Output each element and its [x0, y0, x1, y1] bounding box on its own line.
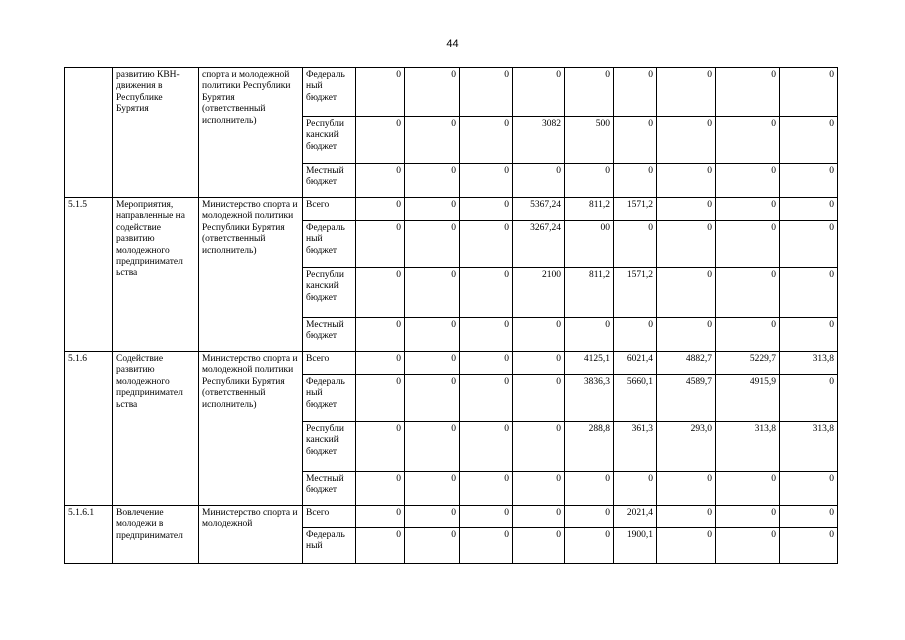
- funding-source: Местный бюджет: [303, 164, 356, 198]
- amount-cell: 0: [356, 68, 405, 117]
- amount-cell: 0: [460, 117, 513, 164]
- amount-cell: 0: [614, 472, 657, 506]
- amount-cell: 0: [513, 164, 565, 198]
- amount-cell: 00: [565, 221, 614, 268]
- amount-cell: 3267,24: [513, 221, 565, 268]
- amount-cell: 0: [716, 528, 780, 564]
- funding-source: Федераль ный бюджет: [303, 68, 356, 117]
- funding-source: Федераль ный: [303, 528, 356, 564]
- amount-cell: 811,2: [565, 198, 614, 221]
- item-name: Содействие развитию молодежного предпринимател ьства: [113, 352, 199, 506]
- amount-cell: 0: [460, 164, 513, 198]
- amount-cell: 0: [565, 318, 614, 352]
- amount-cell: 0: [460, 506, 513, 528]
- amount-cell: 0: [614, 164, 657, 198]
- item-name: развитию КВН-движения в Республике Бурятия: [113, 68, 199, 198]
- amount-cell: 0: [657, 318, 716, 352]
- item-number: [65, 68, 113, 198]
- amount-cell: 313,8: [716, 422, 780, 472]
- amount-cell: 0: [565, 528, 614, 564]
- amount-cell: 0: [513, 318, 565, 352]
- funding-source: Всего: [303, 198, 356, 221]
- amount-cell: 500: [565, 117, 614, 164]
- amount-cell: 0: [405, 268, 460, 318]
- amount-cell: 0: [460, 352, 513, 375]
- amount-cell: 0: [657, 528, 716, 564]
- amount-cell: 0: [780, 472, 838, 506]
- amount-cell: 0: [614, 221, 657, 268]
- amount-cell: 0: [405, 318, 460, 352]
- amount-cell: 0: [405, 528, 460, 564]
- funding-source: Местный бюджет: [303, 472, 356, 506]
- amount-cell: 0: [513, 422, 565, 472]
- amount-cell: 0: [460, 422, 513, 472]
- item-executor: Министерство спорта и молодежной политики Республики Бурятия (ответственный исполнитель): [199, 352, 303, 506]
- amount-cell: 0: [405, 375, 460, 422]
- amount-cell: 0: [657, 268, 716, 318]
- amount-cell: 0: [356, 164, 405, 198]
- amount-cell: 0: [460, 198, 513, 221]
- amount-cell: 0: [356, 422, 405, 472]
- amount-cell: 0: [716, 506, 780, 528]
- amount-cell: 0: [780, 506, 838, 528]
- table-row: [65, 68, 838, 117]
- amount-cell: 0: [405, 198, 460, 221]
- item-executor: спорта и молодежной политики Республики Бурятия (ответственный исполнитель): [199, 68, 303, 198]
- amount-cell: 0: [356, 528, 405, 564]
- amount-cell: 5367,24: [513, 198, 565, 221]
- amount-cell: 0: [780, 117, 838, 164]
- amount-cell: 3082: [513, 117, 565, 164]
- budget-table: [64, 67, 838, 564]
- amount-cell: 0: [657, 506, 716, 528]
- amount-cell: 0: [513, 528, 565, 564]
- item-executor: Министерство спорта и молодежной: [199, 506, 303, 564]
- amount-cell: 1900,1: [614, 528, 657, 564]
- amount-cell: 0: [356, 506, 405, 528]
- item-number: 5.1.6.1: [65, 506, 113, 564]
- amount-cell: 0: [716, 68, 780, 117]
- amount-cell: 1571,2: [614, 198, 657, 221]
- amount-cell: 5229,7: [716, 352, 780, 375]
- amount-cell: 0: [657, 472, 716, 506]
- amount-cell: 0: [780, 318, 838, 352]
- amount-cell: 313,8: [780, 352, 838, 375]
- amount-cell: 361,3: [614, 422, 657, 472]
- amount-cell: 293,0: [657, 422, 716, 472]
- amount-cell: 0: [565, 472, 614, 506]
- funding-source: Федераль ный бюджет: [303, 375, 356, 422]
- item-number: 5.1.5: [65, 198, 113, 352]
- amount-cell: 0: [565, 68, 614, 117]
- amount-cell: 0: [405, 506, 460, 528]
- amount-cell: 0: [356, 375, 405, 422]
- amount-cell: 0: [780, 268, 838, 318]
- amount-cell: 0: [614, 68, 657, 117]
- amount-cell: 288,8: [565, 422, 614, 472]
- amount-cell: 0: [460, 221, 513, 268]
- page-number: 44: [446, 38, 459, 50]
- amount-cell: 0: [405, 422, 460, 472]
- amount-cell: 0: [657, 68, 716, 117]
- amount-cell: 0: [716, 198, 780, 221]
- funding-source: Всего: [303, 352, 356, 375]
- amount-cell: 4915,9: [716, 375, 780, 422]
- item-name: Мероприятия, направленные на содействие развитию молодежного предпринимател ьства: [113, 198, 199, 352]
- amount-cell: 0: [513, 375, 565, 422]
- table-row: [65, 352, 838, 375]
- amount-cell: 0: [716, 472, 780, 506]
- amount-cell: 4882,7: [657, 352, 716, 375]
- funding-source: Местный бюджет: [303, 318, 356, 352]
- amount-cell: 4589,7: [657, 375, 716, 422]
- amount-cell: 0: [460, 268, 513, 318]
- funding-source: Республи канский бюджет: [303, 268, 356, 318]
- amount-cell: 0: [716, 117, 780, 164]
- amount-cell: 0: [405, 117, 460, 164]
- amount-cell: 811,2: [565, 268, 614, 318]
- amount-cell: 0: [780, 164, 838, 198]
- funding-source: Всего: [303, 506, 356, 528]
- amount-cell: 0: [780, 68, 838, 117]
- funding-source: Федераль ный бюджет: [303, 221, 356, 268]
- funding-source: Республи канский бюджет: [303, 422, 356, 472]
- amount-cell: 0: [716, 318, 780, 352]
- amount-cell: 2021,4: [614, 506, 657, 528]
- amount-cell: 0: [405, 221, 460, 268]
- amount-cell: 0: [460, 375, 513, 422]
- amount-cell: 1571,2: [614, 268, 657, 318]
- amount-cell: 0: [405, 352, 460, 375]
- amount-cell: 0: [614, 318, 657, 352]
- amount-cell: 0: [460, 318, 513, 352]
- amount-cell: 0: [513, 352, 565, 375]
- amount-cell: 0: [356, 117, 405, 164]
- amount-cell: 0: [405, 164, 460, 198]
- amount-cell: 0: [513, 472, 565, 506]
- item-executor: Министерство спорта и молодежной политики Республики Бурятия (ответственный исполнитель): [199, 198, 303, 352]
- table-row: [65, 506, 838, 528]
- amount-cell: 0: [460, 472, 513, 506]
- amount-cell: 0: [356, 352, 405, 375]
- amount-cell: 0: [513, 506, 565, 528]
- item-name: Вовлечение молодежи в предпринимател: [113, 506, 199, 564]
- amount-cell: 0: [405, 472, 460, 506]
- amount-cell: 0: [356, 318, 405, 352]
- amount-cell: 0: [565, 506, 614, 528]
- amount-cell: 0: [780, 198, 838, 221]
- amount-cell: 6021,4: [614, 352, 657, 375]
- amount-cell: 0: [356, 221, 405, 268]
- amount-cell: 4125,1: [565, 352, 614, 375]
- amount-cell: 0: [657, 164, 716, 198]
- amount-cell: 0: [356, 472, 405, 506]
- amount-cell: 0: [565, 164, 614, 198]
- amount-cell: 2100: [513, 268, 565, 318]
- amount-cell: 0: [657, 198, 716, 221]
- amount-cell: 0: [356, 268, 405, 318]
- amount-cell: 0: [716, 164, 780, 198]
- amount-cell: 0: [356, 198, 405, 221]
- amount-cell: 5660,1: [614, 375, 657, 422]
- amount-cell: 0: [657, 117, 716, 164]
- amount-cell: 0: [780, 221, 838, 268]
- amount-cell: 0: [780, 375, 838, 422]
- table-row: [65, 198, 838, 221]
- amount-cell: 3836,3: [565, 375, 614, 422]
- amount-cell: 0: [405, 68, 460, 117]
- amount-cell: 313,8: [780, 422, 838, 472]
- funding-source: Республи канский бюджет: [303, 117, 356, 164]
- amount-cell: 0: [780, 528, 838, 564]
- amount-cell: 0: [657, 221, 716, 268]
- amount-cell: 0: [513, 68, 565, 117]
- item-number: 5.1.6: [65, 352, 113, 506]
- amount-cell: 0: [460, 68, 513, 117]
- amount-cell: 0: [716, 268, 780, 318]
- amount-cell: 0: [716, 221, 780, 268]
- amount-cell: 0: [460, 528, 513, 564]
- amount-cell: 0: [614, 117, 657, 164]
